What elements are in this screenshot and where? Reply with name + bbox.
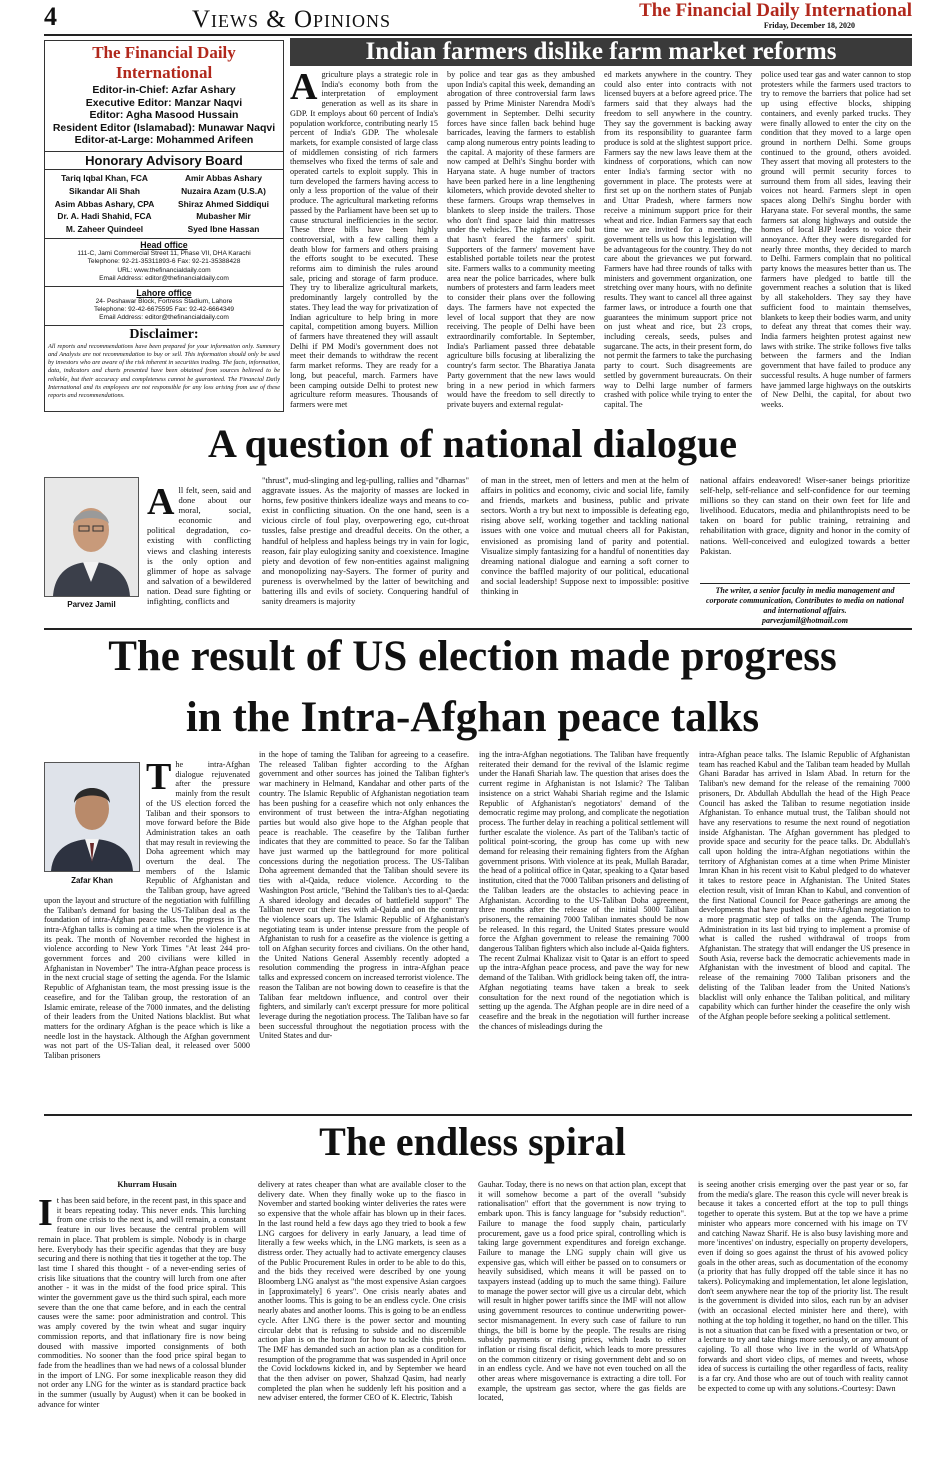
spiral-text: t has been said before, in the recent past, in this space and it bears repeating today. This never ends. This lurching from one crisis to the next is, and will remain, a constant feature in our lives because the central problem will remain in place. That problem is simple. Nobody is in charge here. Everybody has their specific agendas that they are busy securing and there is nothing that ties it together at the top. The last time I shared this thought - of a never-ending series of crisis like situations that the country will lurch from one after another - it was in the midst of the food price spiral. This winter the government gave us the third such spiral, each more severe than the one that came before, and in each the central causes were the same: poor administration and control. This was amply covered by the twin wheat and sugar inquiry commission reports, and that inflationary fire is now being doused with massive imported consignments of both commodities. No sooner than the food price spiral began to fade from the headlines than we had news of a colossal blunder in the import of LNG. For some inexplicable reason they did not order any LNG for the winter as is standard practice back in the summer (usually by August) when it can be booked in advance for winter bbox=[38, 1196, 246, 1409]
advisor: Dr. A. Hadi Shahid, FCA bbox=[57, 211, 152, 222]
afghan-text: ing the intra-Afghan negotiations. The Taliban have frequently reiterated their demand for the revival of the Islamic regime under the Hanafi Shariah law. The question that arises does the current regime in Afghanistan is not Islamic? The Taliban insistence on a strict Wahabi Shariah regime and the Islamic Republic of Afghanistan's negotiators' demand of the democratic regime may prolong, and complicate the negotiation process. The further delay in reaching a political settlement will further escalate the violence. As part of the Taliban's tactic of political point-scoring, the group has come up with new demand for releasing their remaining fighters from the Afghan government prisons. With violence at its peak, Mullah Baradar, the head of a political office in Qatar, speaking to a Qatar based institution, cited that the 7000 Taliban prisoners and delisting of the Taliban leaders are the obstacles to achieving peace in Afghanistan. According to the US-Taliban Doha agreement, three months after the release of the initial 5000 Taliban prisoners, the remaining 7000 Taliban inmates should be now be released. In this regard, the United States pressure would force the Afghan government to release the remaining 7000 dangerous Taliban fighters which also include al-Qaida fighters. The recent Zulmai Khalizaz visit to Qatar is an effort to speed up the intra-Afghan peace process, and pave the way for new demand of the Taliban. With gridlock being taken off, the intra-Afghan negotiating teams have taken a break to seek consultation for the next round of the negotiation which is setting up the agenda. The Afghan people are in dire need of a ceasefire and the break in the negotiation will further increase the chances of misleadings during the bbox=[479, 750, 689, 1031]
page-number: 4 bbox=[44, 2, 57, 31]
disclaimer-text: All reports and recommendations have been prepared for your information only. Summary and Analysis are not recommendation to buy or sell. This information should only be used by investors who are aware of the risk inherent in securities trading. The facts, information, data, indicators and charts presented have been obtained from sources believed to be reliable, but their accuracy and completeness cannot be guaranteed. The Financial Daily International and its employees are not responsible for any loss arising from use of these reports and recommendations. bbox=[48, 342, 280, 400]
afghan-column-4 bbox=[699, 750, 910, 1110]
masthead-rule bbox=[44, 34, 912, 36]
spiral-byline: Khurram Husain bbox=[117, 1180, 177, 1189]
spiral-column-4 bbox=[698, 1180, 908, 1478]
farmers-text: police used tear gas and water cannon to stop protesters while the farmers used tractors to try to remove the barriers that police had set up using effective blocks, shipping containers, and evenly parked trucks. They were finally allowed to enter the city on the condition that they moved to a large open ground in northern Delhi. Some groups continued to the ground, others avoided. They assert that moving all protesters to the ground will permit security forces to surround them from all sides, leaving their voices not heard. Farmers slept in open spaces along Delhi's Singhu border with Haryana state. For several months, the same farmers sat along highways and outside the homes of local BJP leaders to voice their annoyance. After they were disregarded for nearly three months, they decided to march to Delhi. Farmers complain that no political party knows the measures better than us. The farmers have pledged to battle till the government reaches a solution that is liked by all stakeholders. They say they have sufficient food to maintain themselves, blankets to keep their bodies warm, and unity to defeat any threat that comes their way. India farmers heighten protest against new laws with strike. The strike follows five talks between the farmers and the Indian government that have failed to produce any successful results. A huge number of farmers have jammed large highways on the outskirts of New Delhi, the capital, for about two weeks. bbox=[761, 70, 911, 409]
farmers-column-4 bbox=[761, 70, 911, 410]
afghan-column-3 bbox=[479, 750, 689, 1110]
drop-cap: T bbox=[146, 760, 172, 798]
editorial-box bbox=[44, 40, 284, 412]
farmers-text: griculture plays a strategic role in India's economy both from the interpretation of employment generation as well as its share in GDP. It employs about 60 percent of India's population workforce, contributing nearly 15 percent of India's GDP. The wholesale markets, for example consisted of large class of middlemen consisting of rich farmers themselves who fixed the terms of sale and operated cartels to exploit supply. This in turn developed the farmers having access to only a less proportion of the value of their produce. The agricultural marketing reforms passed by the Parliament have been set up to cause structural inefficiencies in the sector. These three bills have been highly controversial, with a few calling them a death blow for farmers and others praising the efforts sought to be executed. These reforms aim to diminish the rules around sale, pricing and storage of farm produce. They try to liberalize agricultural markets, predominantly largely controlled by the states. They lead the way for privatization of Indian agriculture to help bring in more capital, competition among buyers. Million of farmers have threatened they will assault Delhi if PM Modi's government does not meet their demands to withdraw the recent farm market reforms. They are ready for a long, but peaceful, march. Farmers have been camping outside Delhi to protest new agriculture reform measures. Thousands of farmers were met bbox=[290, 70, 438, 409]
afghan-text: intra-Afghan peace talks. The Islamic Republic of Afghanistan team has reached Kabul and the Taliban team headed by Mullah Ghani Baradar has arrived in Islam Abad. In return for the Taliban's new demand for the release of the remaining 7000 prisoners, Dr. Abdullah Abdullah the head of the High Peace Council has asked the Taliban to resume negotiation inside Afghanistan. To enhance mutual trust, the Taliban should not have any reservations to resume the next round of negotiation inside Afghanistan. The Afghan government has pledged to provide space and security for the peace talks. Dr. Abdullah's call upon holding the intra-Afghan negotiations within the territory of Afghanistan comes at a time when Prime Minister Imran Khan in his recent visit to Kabul pledged to do whatever it takes to restore peace in Afghanistan. The United States election result, visit of Imran Khan to Kabul, and convention of the first National Council for Peace gatherings are among the developments that have pushed the intra-Afghan negotiation to a more pragmatic step of talks on the agenda. The Trump Administration in its last bid trying to implement a promise of what is called the rushed withdrawal of troops from Afghanistan. The strategy that will endanger the US presence in South Asia, reverse back the democratic achievements made in Afghanistan with the investment of blood and capital. The release of the remaining 7000 Taliban prisoners and the delisting of the Taliban leader from the United Nations's blacklist will only enhance the Taliban political, and military capability which can further hinder the ceasefire the only wish of the Afghan people before seeking a political settlement. bbox=[699, 750, 910, 1021]
office-line: Telephone: 92-42-6675595 Fax: 92-42-6664349 bbox=[93, 305, 235, 313]
dialogue-column-1 bbox=[147, 485, 251, 625]
advisor: Shiraz Ahmed Siddiqui bbox=[178, 198, 269, 209]
advisor: Sikandar Ali Shah bbox=[69, 185, 140, 196]
advisor: Asim Abbas Ashary, CPA bbox=[54, 198, 155, 209]
dialogue-text: national affairs endeavored! Wiser-saner beings prioritize self-help, self-reliance and self-confidence for our teeming millions so they can stand on their own feet for life and livelihood. Educators, media and philanthropists need to be taken on board for public training, retraining and rehabilitation with grace, dignity and honor in the comity of nations. Well-conceived and eulogized towards a better Pakistan. bbox=[700, 475, 910, 556]
afghan-column-1 bbox=[44, 760, 250, 1110]
section-divider bbox=[44, 628, 912, 630]
dialogue-column-4 bbox=[700, 475, 910, 579]
afghan-headline-line1: The result of US election made progress bbox=[108, 633, 837, 680]
staff-line: Editor-at-Large: Mohammed Arifeen bbox=[74, 134, 254, 147]
author-caption-zafar: Zafar Khan bbox=[71, 876, 113, 885]
afghan-headline-line2: in the Intra-Afghan peace talks bbox=[185, 694, 760, 741]
farmers-column-2 bbox=[447, 70, 595, 410]
dialogue-text: of man in the street, men of letters and men at the helm of affairs in politics and economy, civic and social life, family and friends, markets and business, public and private sectors. Worth a try but next to impossible is defeating ego, rising above self, working together and tackling national issues with one voice and mutual cheers all for Pakistan, envisioned as promising land of parity and potential. Visualize simply fantasizing for a handful of nonentities day dreaming national dialogue and earning a soft corner to convince the baffled majority of our political, educational and social leadership! Suppose next to impossible: positive thinking in bbox=[481, 475, 689, 597]
advisor: Nuzaira Azam (U.S.A) bbox=[181, 185, 266, 196]
drop-cap: A bbox=[147, 485, 175, 523]
staff-list bbox=[45, 84, 283, 147]
editorial-paper-name: The Financial Daily International bbox=[92, 43, 236, 82]
spiral-column-1 bbox=[38, 1196, 246, 1478]
dialogue-text: ll felt, seen, said and done about our moral, social, economic and political degradation, co-existing with conflicting views and clashing interests is the only option and glimmer of hope as salvage and salvation of a bewildered nation. Dead sure fighting or infighting, conflicts and bbox=[147, 485, 251, 607]
drop-cap: I bbox=[38, 1196, 53, 1234]
advisor: Syed Ibne Hassan bbox=[187, 224, 260, 235]
office-email[interactable]: Email Address: editor@thefinancialdaily.com bbox=[99, 275, 229, 283]
staff-line: Editor-in-Chief: Azfar Ashary bbox=[92, 84, 236, 96]
afghan-text: he intra-Afghan dialogue rejuvenated after the pressure mainly from the result of the US election forced the Taliban and their sponsors to move forward before the Bide Administration takes an oath that may result in reviewing the Doha agreement which may overturn the deal. The members of the Islamic Republic of Afghanistan and the Taliban group, have agreed upon the layout and structure of the negotiation with fulfilling the Taliban's demand for basing the US-Taliban deal as the foundation of intra-Afghan peace talks. The progress in The intra-Afghan talks is coming at a time when the violence is at its peak. The month of November recorded the highest in violence according to New York Times "At least 244 pro-government forces and 200 civilians were killed in Afghanistan in November" The intra-Afghan peace process is in the next crucial stage of setting the agenda. For the Islamic Republic of Afghanistan team, the most pressing issue is the ceasefire, and for the Taliban group, the restoration of an Islamic emirate, release of the 7000 inmates, and the delisting of their leaders from the United Nations blacklist. But what matters for the ordinary Afghan is the peace which is like a needle lost in the haystack. Although the Afghan government was not part of the US-Talian deal, it released over 5000 Taliban prisoners bbox=[44, 760, 250, 1061]
about-author-text: The writer, a senior faculty in media management and corporate communication, Contributes to media on national and international affairs. bbox=[705, 586, 905, 615]
photo-spacer bbox=[44, 760, 146, 892]
office-email[interactable]: Email Address: editor@thefinancialdaily.com bbox=[99, 314, 229, 322]
advisor: Amir Abbas Ashary bbox=[184, 172, 263, 183]
issue-date: Friday, December 18, 2020 bbox=[763, 21, 855, 30]
afghan-column-2 bbox=[259, 750, 469, 1110]
drop-cap: A bbox=[290, 70, 318, 108]
author-caption-parvez: Parvez Jamil bbox=[67, 600, 116, 609]
dialogue-column-2 bbox=[262, 475, 469, 625]
portrait-image bbox=[45, 478, 138, 596]
farmers-text: by police and tear gas as they ambushed upon India's capital this week, demanding an abrogation of three controversial farm laws passed by Prime Minister Narendra Modi's government in September. Delhi security forces have since fallen back behind huge barricades, leaving the farmers to establish camp along numerous entry points leading to the capital. A majority of these farmers are now camped at Delhi's Singhu border with Haryana state. A huge number of tractors have been parked here in a line lengthening kilometers, which provide devoted shelter to these farmers. Groups wrap themselves in blankets to sleep inside the trailers. Those who don't find space laid thin mattresses under the vehicles. The nights are cold but that hasn't feared the farmers' spirit. Supporters of the farmers' movement have established portable toilets near the protest site. Farmers walks to a community meeting area near the police barricades, where bulk numbers of protesters and farm leaders meet to consider their plans over the following days. The farmers have not expected the level of local support that they are now receiving. The people of Delhi have been extraordinarily comfortable. In September, India's Parliament passed three debatable agriculture bills focusing at liberalizing the country's farm sector. The Bharatiya Janata Party government that the new laws would bring in a new period in which farmers would have the freedom to sell directly to private buyers and external regulat- bbox=[447, 70, 595, 409]
office-line: 111-C, Jami Commercial Street 11, Phase VII, DHA Karachi bbox=[77, 249, 251, 257]
office-line: Telephone: 92-21-35311893-6 Fax: 92-21-35388428 bbox=[87, 258, 241, 266]
office-line: 24- Peshawar Block, Fortress Stadium, Lahore bbox=[95, 297, 233, 305]
spiral-headline: The endless spiral bbox=[319, 1119, 626, 1164]
spiral-column-3 bbox=[478, 1180, 686, 1478]
section-divider bbox=[44, 1114, 912, 1116]
farmers-column-1 bbox=[290, 70, 438, 410]
dialogue-headline: A question of national dialogue bbox=[207, 421, 737, 466]
staff-line: Editor: Agha Masood Hussain bbox=[89, 109, 239, 122]
farmers-text: ed markets anywhere in the country. They could also enter into contracts with not licensed buyers at a before agreed price. The farmers said that they always had the freedom to sell anywhere in the country. They say the government is backing away from its responsibility to guarantee farm produce is sold at the slightest support price. Farmers say the new laws leave them at the kindness of corporations, which can now enter India's farming sector with no government in place. The protests were at first set up on the northern states of Punjab and Uttar Pradesh, where farmers now receive a minimum support price for their wheat and rice. Indian Farmers say that each time we are invited for a meeting, the government tells us how this legislation will be advantageous for the country. They do not care about the grievances we put forward. Farmers have had three rounds of talks with ministers and government organization, one stretching over many hours, with no definite results. They want to cancel all three against farmer laws, or introduce a fourth one that guarantees the minimum support price not on just wheat and rice, but 23 crops, including cereals, seeds, pulses and sugarcane. The acts, in their present form, do not permit the farmers to take the purchasing party to court. Such disagreements are settled by government bureaucrats. On their way to Delhi large number of farmers crashed with police while trying to enter the capital. The bbox=[604, 70, 752, 409]
advisor: M. Zaheer Quindeel bbox=[65, 224, 144, 235]
advisor: Tariq Iqbal Khan, FCA bbox=[61, 172, 148, 183]
about-author bbox=[700, 583, 910, 629]
dialogue-text: "thrust", mud-slinging and leg-pulling, rallies and "dharnas" aggravate issues. As the majority of masses are locked in horns, few positive thinkers idealize ways and means to co-exist in conflicting situation. On the one hand, seen is a vicious circle of foul play, overpowering ego, cut-throat tussles, false prestige and dreadful deceits. On the other, a handful of helpless and hapless beings try in vain for logic, reason, fair play eulogizing sanity and coexistence. Imagine piety and devotion of few non-entities against maligning and monopolizing nay-Sayers. The former of purity and pureness is overwhelmed by the latter of bewitching and battering ills and evils of society. Conquering handful of sanity dreamers is majority bbox=[262, 475, 469, 607]
paper-name: The Financial Daily International bbox=[639, 0, 912, 21]
disclaimer-heading: Disclaimer: bbox=[129, 326, 199, 342]
advisory-heading: Honorary Advisory Board bbox=[45, 151, 283, 170]
advisory-list bbox=[45, 170, 283, 239]
dialogue-column-3 bbox=[481, 475, 689, 625]
spiral-text: is seeing another crisis emerging over the past year or so, far from the media's glare. The reason this cycle will never break is because it takes a concerted effort at the top to pull things together to operate this system. But at the top we have a prime minister who appears more concerned with his image on TV and catching Nawaz Sharif. He is also busy lavishing more and more 'incentives' on industry, especially on property developers, even if doing so goes against the thrust of his avowed policy goals in the other areas, such as documentation of the economy (a priority that has fully dropped off the table since it has no takers). Policymaking and implementation, let alone legislation, don't seem anywhere near the top of the priority list. The result is the government is divided into silos, each run by an adviser (with an occasional elected minister here and there), with nothing at the top holding it together, no hand on the tiller. This is not a situation that can be fixed with a presentation or two, or a lecture to try and take things more seriously, or any amount of cajoling. To all those who live in the world of WhatsApp forwards and short video clips, of memes and tweets, whose idea of success is curtailing the other regardless of facts, reality is a far cry. And those who are out of touch with reality cannot be expected to come up with any solutions.-Courtesy: Dawn bbox=[698, 1180, 908, 1393]
office-url[interactable]: URL: www.thefinancialdaily.com bbox=[117, 266, 211, 274]
author-email[interactable]: parvezjamil@hotmail.com bbox=[762, 616, 848, 625]
afghan-text: in the hope of taming the Taliban for agreeing to a ceasefire. The released Taliban fighter according to the Afghan government and other sources has joined the Taliban fighter's war machinery in Helmand, Kandahar and other parts of the country. The Islamic Republic of Afghanistan negotiation team has been pushing for a ceasefire which not only enhances the environment of trust between the intra-Afghan negotiating parties but would also give hope to the Afghan people that peace is reachable. The ceasefire by the Taliban further indicates that they are committed to peace. So far the Taliban have just warmed up the battleground for more political concessions during the negotiation process. The US-Taliban Doha agreement demanded that the Taliban should severe its ties with al-Qaida, reduce violence. According to the Washington Post article, "Behind the Taliban's ties to al-Qaeda: A shared ideology and decades of battlefield support" The Taliban never cut their ties with al-Qaida and on the contrary the violence soars up. The Islamic Republic of Afghanistan's negotiating team is under intense pressure from the people of Afghanistan to rush for a ceasefire as the violence is getting a toll on Afghan security forces and civilians. On the other hand, the United Nations General Assembly recently adopted a resolution commending the progress in intra-Afghan peace talks and expressed concern on increased terrorist violence. The reason the Taliban are not bowing down to ceasefire is that the Taliban fear meltdown influence, and control over their fighters, and similarly can't excerpt pressure for more political leverage during the negotiation process. The Taliban have so far been successful throughout the negotiation process with the United States and dur- bbox=[259, 750, 469, 1041]
farmers-column-3 bbox=[604, 70, 752, 410]
spiral-text: delivery at rates cheaper than what are available closer to the delivery date. When they finally woke up to the fiasco in November and started booking winter deliveries the rates were so expensive that the whole affair has blown up in their faces. In the last round held a few days ago they tried to book a few LNG cargoes for delivery in early January, a lead time of literally a few weeks which, in the LNG markets, is seen as a distress order. They actually had to activate emergency clauses of the Public Procurement Rules in order to be able to do this, and the bids they received were described by one young Bloomberg LNG analyst as "the most expensive Asian cargoes in [approximately] 6 years". One crisis nearly abates and another looms. This is going to be an endless cycle. One crisis nearly abates and another looms. This is going to be an endless cycle. After LNG there is the power sector and mounting circular debt that is refusing to subside and no discernible action plan is on the horizon for how to tackle this problem. The IMF has demanded such an action plan as a condition for resumption of the programme that was suspended in April once the Covid lockdowns kicked in, and by September we heard that the then adviser on power, Shahzad Qasim, had nearly completed the plan when he suddenly left his position and a new adviser entered, the former CEO of K. Electric, Tabish bbox=[258, 1180, 466, 1403]
spiral-column-2 bbox=[258, 1180, 466, 1478]
section-title: Views & Opinions bbox=[192, 6, 392, 33]
staff-line: Executive Editor: Manzar Naqvi bbox=[85, 96, 243, 109]
farmers-headline: Indian farmers dislike farm market reforms bbox=[290, 38, 912, 66]
head-office bbox=[45, 240, 283, 287]
staff-line: Resident Editor (Islamabad): Munawar Naqvi bbox=[52, 121, 276, 134]
advisor: Mubasher Mir bbox=[196, 211, 251, 222]
lahore-office-heading: Lahore office bbox=[136, 287, 192, 298]
spiral-text: Gauhar. Today, there is no news on that action plan, except that it will somehow become a part of the overall "subsidy rationalisation" effort that the government is now trying to embark upon. This is fancy language for "subsidy reduction". Failure to manage the food supply chain, particularly procurement, gave us a food price spiral, controlling which is taking large government expenditures and foreign exchange. Failure to manage the LNG supply chain will give us expensive gas, which will either be passed on to consumers or heavily subsidised, which means it will be passed on to taxpayers instead (adding up to much the same thing). Failure to manage the power sector will give us a circular debt, which will result in higher power tariffs since the IMF will not allow using government resources to continue underwriting power-sector mismanagement. In every such case of failure to run things, the bill is borne by the people. The results are rising subsidy payments or rising prices, which leads to either inflation or rising fiscal deficit, which leads to more pressures on the common citizenry or rising government debt and so on in an endless cycle. And we have not even touched on all the other areas where misgovernance is extracting a dire toll. For example, the upstream gas sector, where the gas fields are located, bbox=[478, 1180, 686, 1403]
author-photo-parvez bbox=[44, 477, 139, 597]
head-office-heading: Head office bbox=[140, 239, 188, 250]
lahore-office bbox=[45, 288, 283, 326]
